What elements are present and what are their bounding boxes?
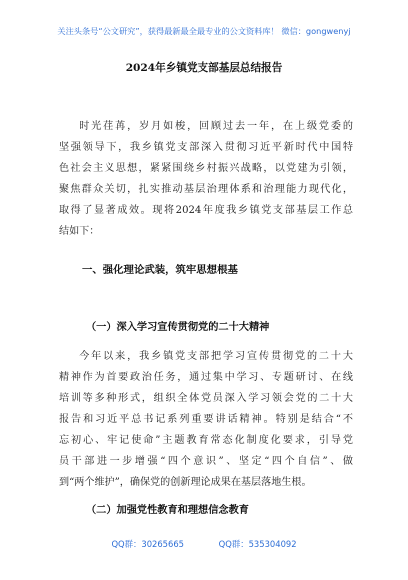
- paragraph-line: 培训等多种形式，组织全体党员深入学习领会党的二十大: [59, 393, 353, 404]
- intro-paragraph: [59, 116, 353, 242]
- footer-qq-group: QQ群：30265665: [111, 539, 184, 549]
- intro-line: 色社会主义思想，紧紧围绕乡村振兴战略，以党建为引领，: [59, 163, 353, 174]
- intro-line: 结如下：: [59, 226, 100, 237]
- footer-contact: [0, 538, 408, 550]
- top-banner: 关注头条号“公文研究”，获得最新最全最专业的公文资料库！ 微信：gongwenyj: [57, 26, 351, 36]
- paragraph-line: 忘初心、牢记使命”主题教育常态化制度化要求，引导党: [59, 435, 353, 446]
- paragraph-line: 报告和习近平总书记系列重要讲话精神。特别是结合“不: [59, 414, 353, 425]
- intro-line: 聚焦群众关切，扎实推动基层治理体系和治理能力现代化，: [59, 184, 353, 195]
- document-title: 2024年乡镇党支部基层总结报告: [125, 62, 283, 74]
- section-heading: 一、强化理论武装，筑牢思想根基: [82, 264, 238, 276]
- paragraph-line: 精神作为首要政治任务，通过集中学习、专题研讨、在线: [59, 372, 353, 383]
- intro-line: 时光荏苒，岁月如梭，回顾过去一年，在上级党委的: [79, 121, 353, 132]
- subsection-heading: （一）深入学习宣传贯彻党的二十大精神: [86, 321, 270, 333]
- paragraph-line: 今年以来，我乡镇党支部把学习宣传贯彻党的二十大: [79, 351, 353, 362]
- intro-line: 取得了显著成效。现将2024年度我乡镇党支部基层工作总: [59, 205, 353, 216]
- intro-line: 坚强领导下，我乡镇党支部深入贯彻习近平新时代中国特: [59, 142, 353, 153]
- subsection-heading: （二）加强党性教育和理想信念教育: [86, 504, 249, 516]
- paragraph-line: 员干部进一步增强“四个意识”、坚定“四个自信”、做: [59, 456, 353, 467]
- footer-qq-group: QQ群：535304092: [218, 539, 297, 549]
- subsection-paragraph: [59, 346, 353, 493]
- paragraph-line: 到“两个维护”，确保党的创新理论成果在基层落地生根。: [59, 477, 312, 488]
